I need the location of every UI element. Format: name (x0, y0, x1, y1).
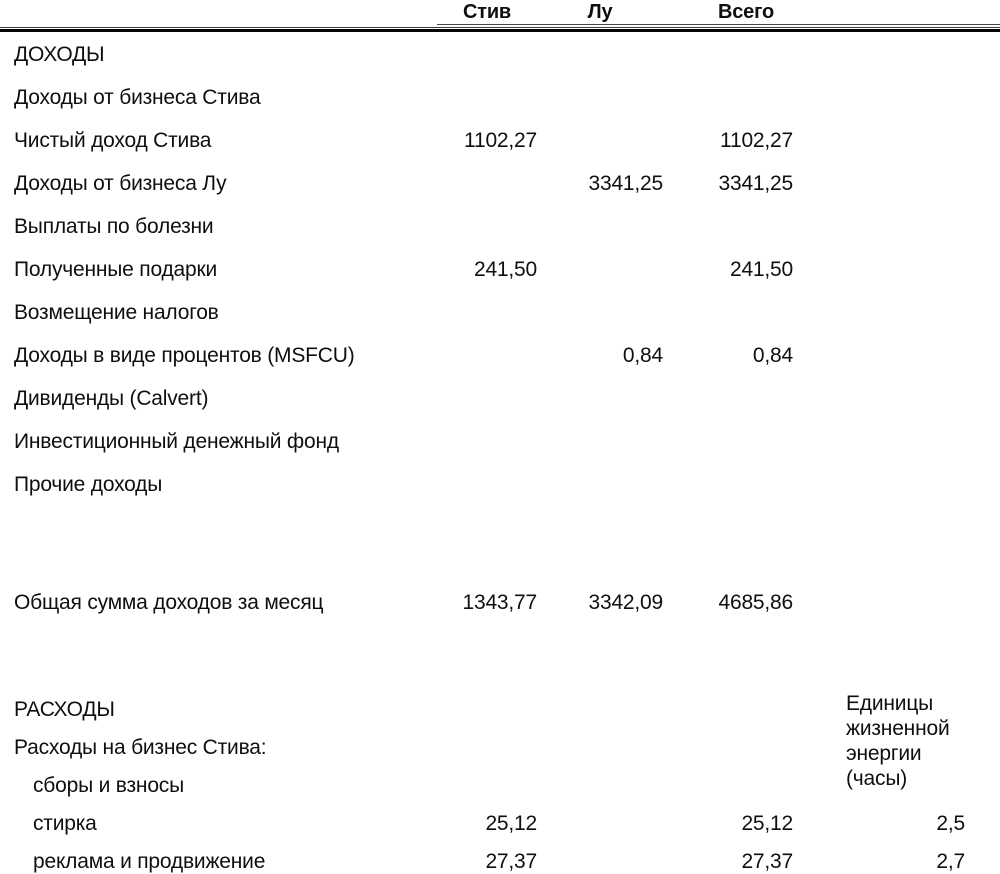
table-row (0, 291, 1000, 334)
row-label: Доходы от бизнеса Стива (14, 85, 261, 109)
section-title: РАСХОДЫ (14, 698, 115, 721)
hours-value: 2,5 (936, 812, 965, 835)
steve-value: 25,12 (485, 812, 537, 835)
header-spacer (0, 1, 437, 23)
table-row-section-income (0, 33, 1000, 76)
table-row (0, 162, 1000, 205)
lou-value: 0,84 (622, 343, 663, 367)
row-label: стирка (33, 812, 97, 835)
header-rule-thin-upper (437, 24, 1000, 25)
total-value: 25,12 (741, 812, 793, 835)
lou-value: 3341,25 (588, 171, 663, 195)
header-rule-thick (0, 29, 1000, 32)
steve-value: 1102,27 (464, 128, 537, 152)
table-row (0, 76, 1000, 119)
row-label: Возмещение налогов (14, 300, 219, 324)
table-row (0, 843, 1000, 874)
lou-value: 3342,09 (588, 590, 663, 614)
steve-value: 27,37 (485, 850, 537, 873)
table-row (0, 420, 1000, 463)
table-row (0, 463, 1000, 506)
steve-value: 241,50 (473, 257, 537, 281)
table-row-monthly-income-total (0, 581, 1000, 624)
table-header-row (0, 1, 1000, 23)
hours-value: 2,7 (936, 850, 965, 873)
header-spacer-hours (793, 1, 965, 23)
row-label: Дивиденды (Calvert) (14, 386, 209, 410)
row-label: сборы и взносы (33, 774, 184, 797)
table-row (0, 248, 1000, 291)
total-value: 0,84 (752, 343, 793, 367)
section-title: ДОХОДЫ (14, 42, 105, 66)
column-header-lou: Лу (587, 1, 613, 23)
row-label: Выплаты по болезни (14, 214, 214, 238)
row-label: Общая сумма доходов за месяц (14, 590, 324, 614)
row-label: Полученные подарки (14, 257, 218, 281)
row-label: реклама и продвижение (33, 850, 266, 873)
total-value: 3341,25 (718, 171, 793, 195)
row-label: Чистый доход Стива (14, 128, 212, 152)
total-value: 27,37 (741, 850, 793, 873)
column-header-total: Всего (718, 1, 774, 23)
total-value: 241,50 (729, 257, 793, 281)
steve-value: 1343,77 (462, 590, 537, 614)
row-label: Доходы в виде процентов (MSFCU) (14, 343, 355, 367)
table-row (0, 377, 1000, 420)
column-header-steve: Стив (462, 1, 512, 23)
header-rule-thin (0, 27, 1000, 28)
table-row (0, 805, 1000, 843)
table-row (0, 119, 1000, 162)
table-row (0, 205, 1000, 248)
table-row (0, 334, 1000, 377)
row-label: Прочие доходы (14, 472, 163, 496)
row-label: Расходы на бизнес Стива: (14, 736, 267, 759)
total-value: 1102,27 (720, 128, 793, 152)
row-label: Инвестиционный денежный фонд (14, 429, 339, 453)
row-label: Доходы от бизнеса Лу (14, 171, 227, 195)
total-value: 4685,86 (718, 590, 793, 614)
life-energy-units-note: Единицы жизненной энергии (часы) (846, 692, 950, 790)
